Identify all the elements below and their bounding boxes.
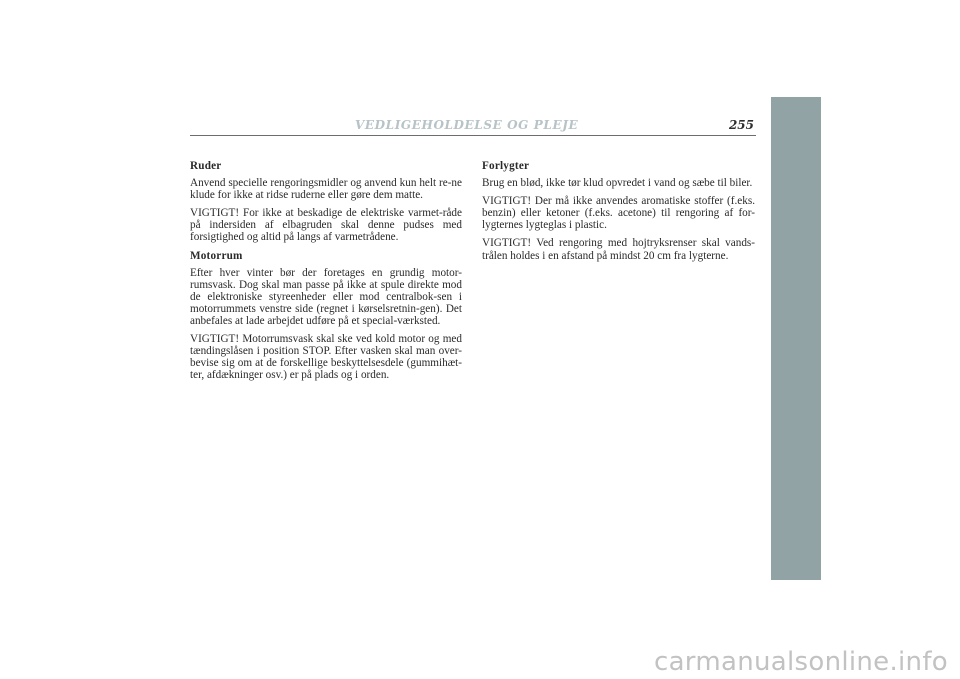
section-motorrum — [190, 250, 462, 382]
page-header — [190, 114, 756, 136]
paragraph-warning: VIGTIGT! Ved rengoring med hojtryksrenser skal vands-trålen holdes i en afstand på mindst 20 cm fra lygterne. — [482, 237, 755, 262]
section-ruder — [190, 160, 462, 244]
paragraph: Efter hver vinter bør der foretages en grundig motor-rumsvask. Dog skal man passe på ikke at spule direkte mod de elektroniske styreenheder eller mod centralbok-sen i motorrummets venstre side (regnet i kørselsretnin-gen). Det anbefales at lade arbejdet udføre på et special-værksted. — [190, 266, 462, 328]
watermark: carmanualsonline.info — [653, 647, 948, 677]
paragraph-warning: VIGTIGT! For ikke at beskadige de elektriske varmet-råde på indersiden af elbagruden skal denne pudses med forsigtighed og altid på langs af varmetrådene. — [190, 207, 462, 244]
section-title: VEDLIGEHOLDELSE OG PLEJE — [355, 118, 579, 132]
paragraph-warning: VIGTIGT! Der må ikke anvendes aromatiske stoffer (f.eks. benzin) eller ketoner (f.eks. acetone) til rengoring af for-lygternes lygteglas i plastic. — [482, 195, 755, 232]
section-forlygter — [482, 160, 755, 262]
right-column — [482, 160, 755, 268]
section-heading-motorrum: Motorrum — [190, 249, 243, 262]
paragraph: Anvend specielle rengoringsmidler og anvend kun helt re-ne klude for ikke at ridse ruderne eller gøre dem matte. — [190, 177, 462, 202]
section-heading-ruder: Ruder — [190, 160, 222, 172]
header-rule — [190, 135, 756, 136]
paragraph: Brug en blød, ikke tør klud opvredet i vand og sæbe til biler. — [482, 177, 753, 190]
section-heading-forlygter: Forlygter — [482, 160, 530, 172]
paragraph-warning: VIGTIGT! Motorrumsvask skal ske ved kold motor og med tændingslåsen i position STOP. Efter vasken skal man over-bevise sig om at de forskellige beskyttelsesdele (gummihæt-ter, afdækninger osv.) er på plads og i orden. — [190, 333, 462, 382]
left-column — [190, 160, 462, 388]
page-number: 255 — [728, 118, 754, 132]
chapter-side-tab — [771, 97, 821, 580]
